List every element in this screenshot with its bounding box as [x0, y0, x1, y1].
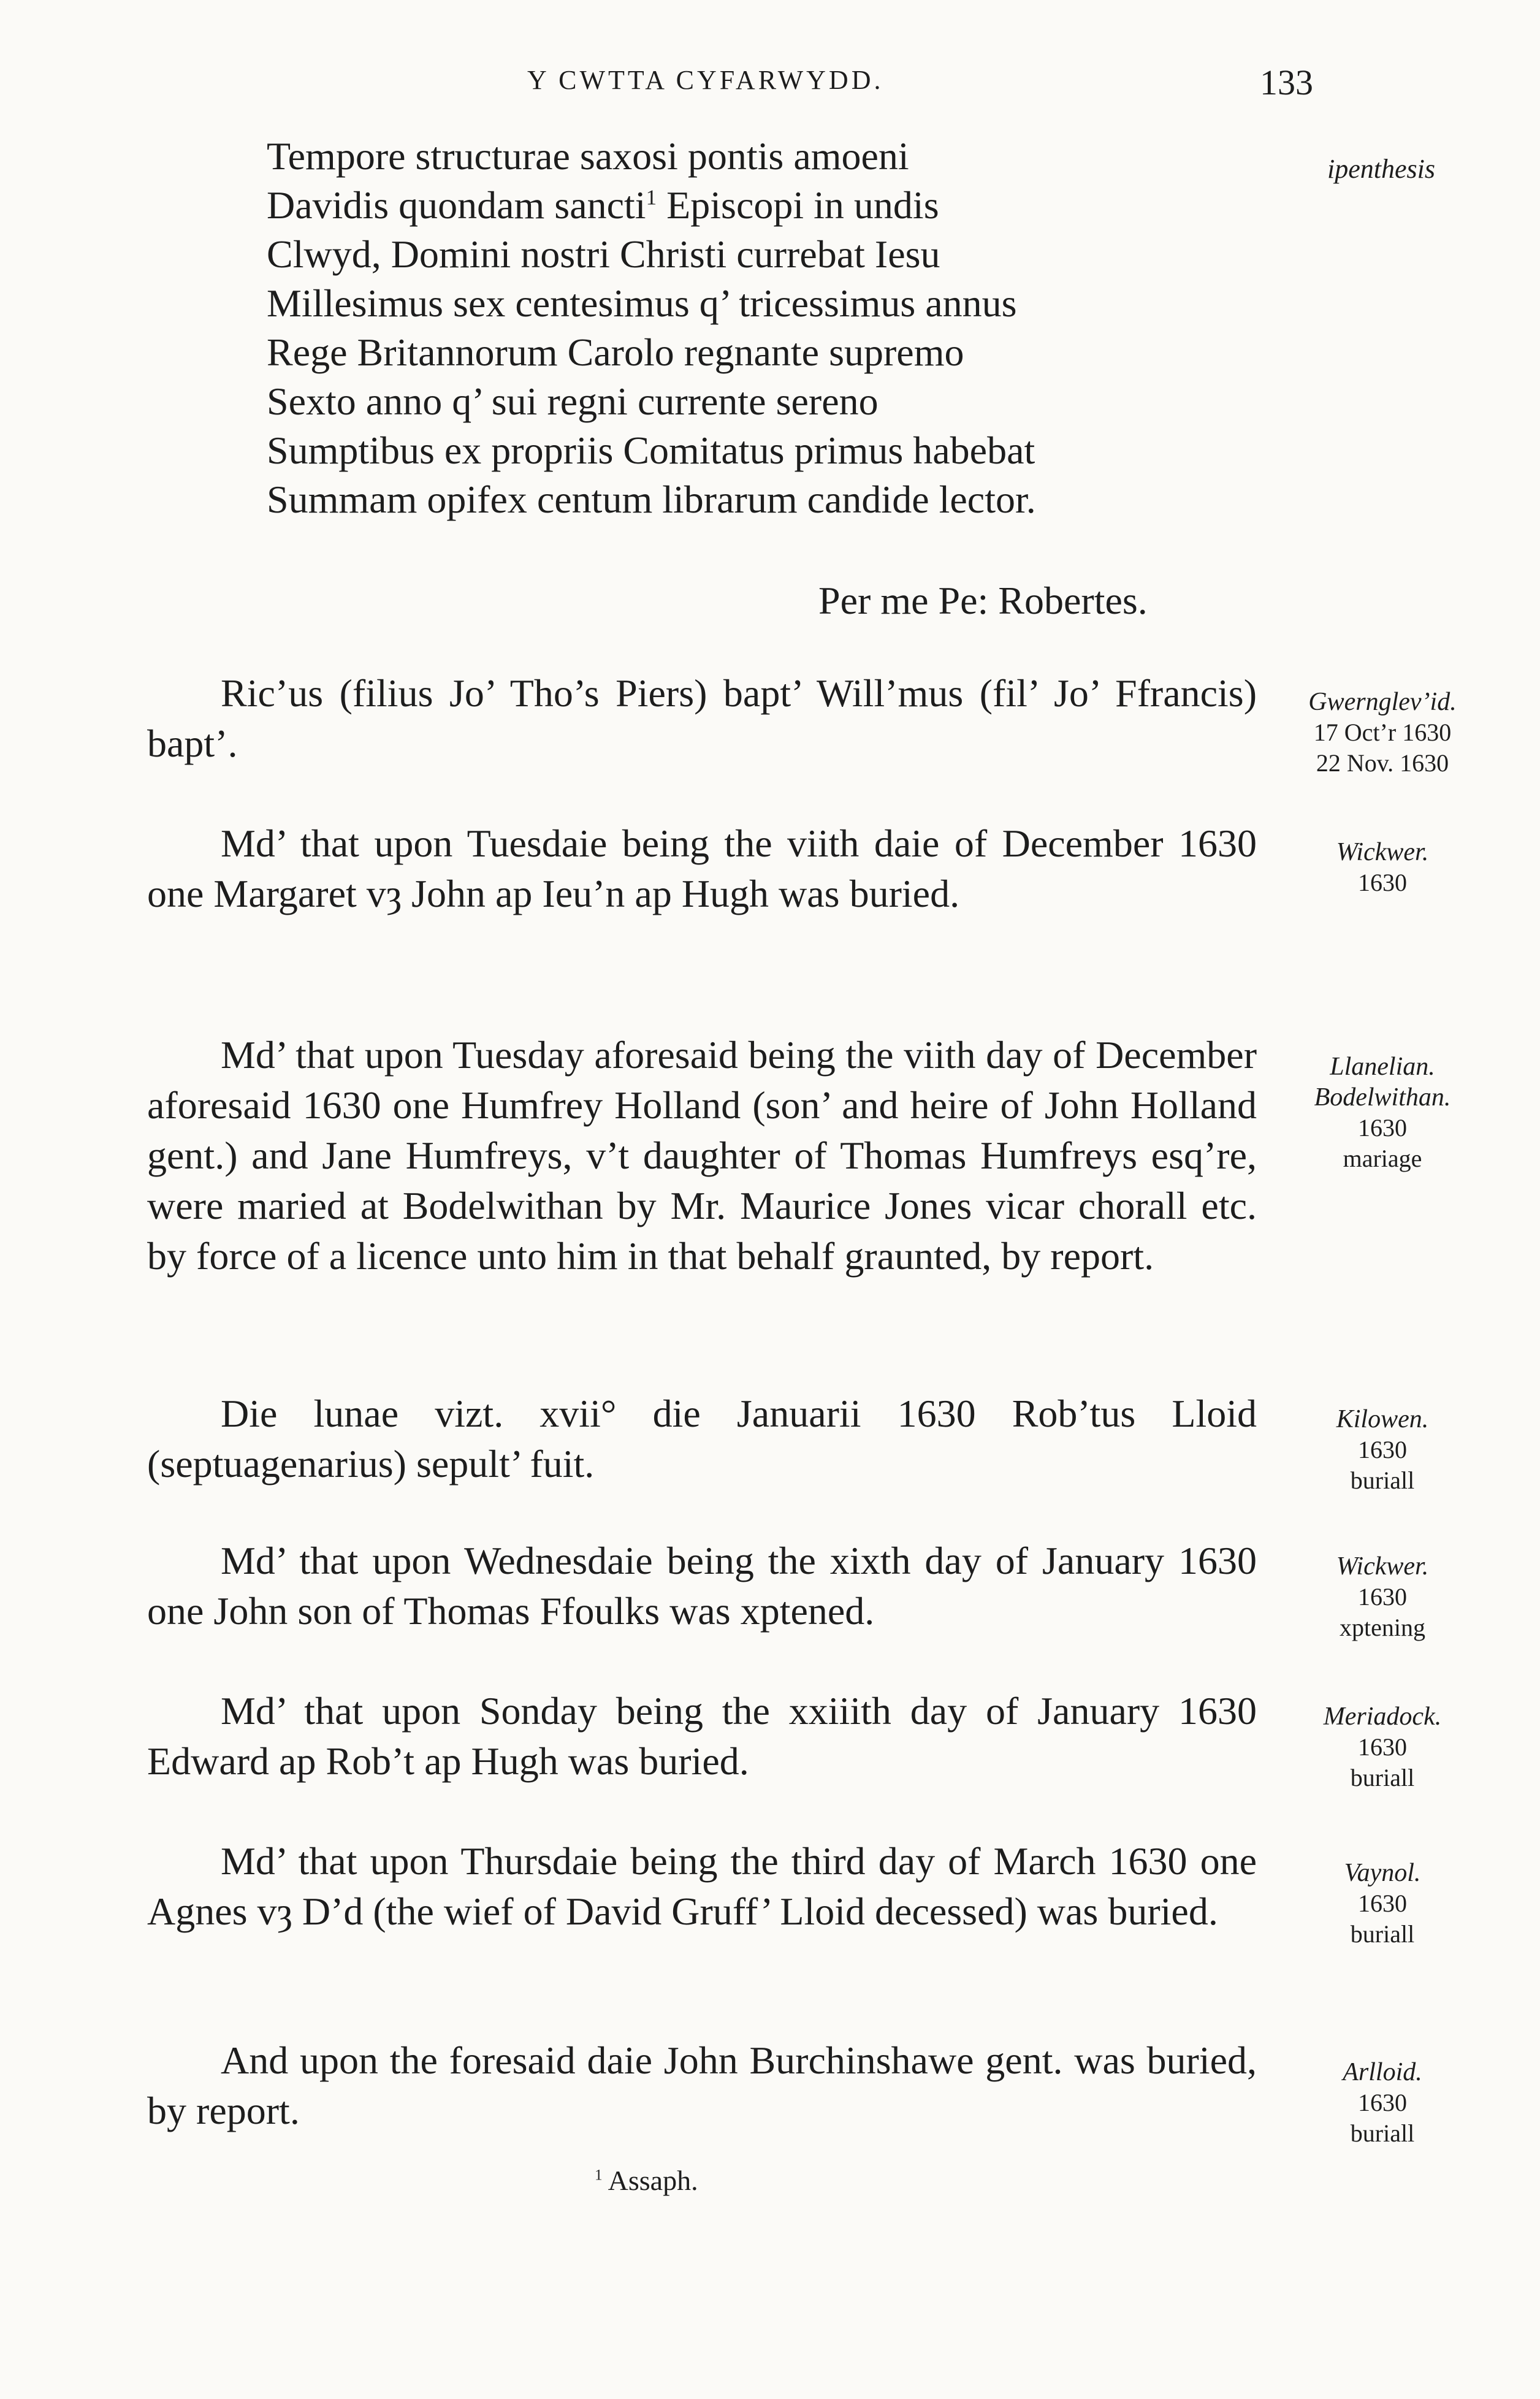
- entry-text: Die lunae vizt. xvii° die Januarii 1630 Rob’tus Lloid (septuagenarius) sepult’ fuit.: [147, 1392, 1257, 1486]
- register-entry: [147, 668, 1257, 769]
- poem-line: Rege Britannorum Carolo regnante supremo: [267, 330, 964, 374]
- running-head: [0, 64, 1540, 113]
- register-entry: [147, 1836, 1257, 1937]
- register-entry: [147, 818, 1257, 919]
- margin-year: 1630: [1358, 1733, 1407, 1761]
- margin-year: 1630: [1358, 1890, 1407, 1917]
- margin-kind: buriall: [1350, 1920, 1415, 1948]
- entry-text: And upon the foresaid daie John Burchinshawe gent. was buried, by report.: [147, 2039, 1257, 2132]
- margin-date: 22 Nov. 1630: [1316, 749, 1449, 777]
- poem-line-text: Episcopi in undis: [657, 183, 939, 227]
- poem-line: Clwyd, Domini nostri Christi currebat Iesu: [267, 232, 940, 276]
- poem-line-text: Davidis quondam sancti: [267, 183, 646, 227]
- register-entry: [147, 1030, 1257, 1281]
- register-entry: [147, 1389, 1257, 1489]
- margin-year: 1630: [1358, 1583, 1407, 1611]
- margin-note: [1263, 687, 1502, 779]
- footnote-text: Assaph.: [608, 2165, 698, 2196]
- margin-place: Wickwer.: [1336, 1552, 1429, 1581]
- footnote-reference: 1: [646, 185, 657, 210]
- margin-kind: buriall: [1350, 1466, 1415, 1494]
- running-title: Y CWTTA CYFARWYDD.: [527, 65, 884, 95]
- poem-line: Millesimus sex centesimus q’ tricessimus annus: [267, 281, 1017, 325]
- register-entry: [147, 2035, 1257, 2136]
- entry-text: Md’ that upon Tuesday aforesaid being the viith day of December aforesaid 1630 one Humfrey Holland (son’ and heire of John Holland gent.) and Jane Humfreys, v’t daughter of Thomas Humfreys esq’re, were maried at Bodelwithan by Mr. Maurice Jones vicar chorall etc. by force of a licence unto him in that behalf graunted, by report.: [147, 1033, 1257, 1278]
- poem-line: Sexto anno q’ sui regni currente sereno: [267, 379, 879, 423]
- register-entry: [147, 1536, 1257, 1636]
- margin-date: 17 Oct’r 1630: [1313, 719, 1452, 746]
- margin-place: Bodelwithan.: [1314, 1083, 1451, 1112]
- margin-kind: xptening: [1340, 1614, 1425, 1641]
- margin-place: Meriadock.: [1323, 1703, 1442, 1731]
- poem-line: Tempore structurae saxosi pontis amoeni: [267, 134, 909, 178]
- entry-text: Ric’us (filius Jo’ Tho’s Piers) bapt’ Will’mus (fil’ Jo’ Ffrancis) bapt’.: [147, 671, 1257, 765]
- margin-kind: mariage: [1343, 1145, 1422, 1172]
- entry-text: Md’ that upon Sonday being the xxiiith day of January 1630 Edward ap Rob’t ap Hugh was buried.: [147, 1689, 1257, 1783]
- footnote: [595, 2164, 698, 2197]
- entry-text: Md’ that upon Tuesdaie being the viith daie of December 1630 one Margaret vȝ John ap Ieu’n ap Hugh was buried.: [147, 822, 1257, 915]
- margin-year: 1630: [1358, 1114, 1407, 1142]
- margin-note: [1263, 1051, 1502, 1174]
- poem-line: Sumptibus ex propriis Comitatus primus habebat: [267, 429, 1035, 472]
- margin-year: 1630: [1358, 869, 1407, 896]
- latin-inscription-poem: [267, 132, 1248, 622]
- page-number: 133: [1260, 63, 1313, 102]
- margin-place: Wickwer.: [1336, 838, 1429, 866]
- margin-place: Arlloid.: [1343, 2058, 1422, 2086]
- entry-text: Md’ that upon Thursdaie being the third day of March 1630 one Agnes vȝ D’d (the wief of David Gruff’ Lloid decessed) was buried.: [147, 1839, 1257, 1933]
- margin-note: [1263, 1551, 1502, 1643]
- margin-note-poem: ipenthesis: [1327, 154, 1435, 184]
- poem-line: [267, 181, 1248, 230]
- entry-text: Md’ that upon Wednesdaie being the xixth day of January 1630 one John son of Thomas Ffoulks was xptened.: [147, 1539, 1257, 1633]
- register-entry: [147, 1686, 1257, 1787]
- margin-note: [1263, 2057, 1502, 2149]
- margin-place: Vaynol.: [1344, 1859, 1421, 1887]
- margin-note: [1263, 1701, 1502, 1793]
- margin-note: [1263, 1404, 1502, 1496]
- footnote-mark: 1: [595, 2166, 603, 2184]
- margin-note: [1263, 837, 1502, 898]
- margin-place: Gwernglev’id.: [1308, 688, 1457, 716]
- margin-kind: buriall: [1350, 1764, 1415, 1791]
- margin-note: [1263, 1858, 1502, 1950]
- poem-line: Summam opifex centum librarum candide lector.: [267, 478, 1036, 521]
- margin-year: 1630: [1358, 2089, 1407, 2116]
- margin-year: 1630: [1358, 1436, 1407, 1463]
- margin-place: Llanelian.: [1330, 1053, 1435, 1081]
- margin-place: Kilowen.: [1336, 1405, 1429, 1433]
- poem-signature: Per me Pe: Robertes.: [818, 579, 1148, 622]
- margin-kind: buriall: [1350, 2119, 1415, 2147]
